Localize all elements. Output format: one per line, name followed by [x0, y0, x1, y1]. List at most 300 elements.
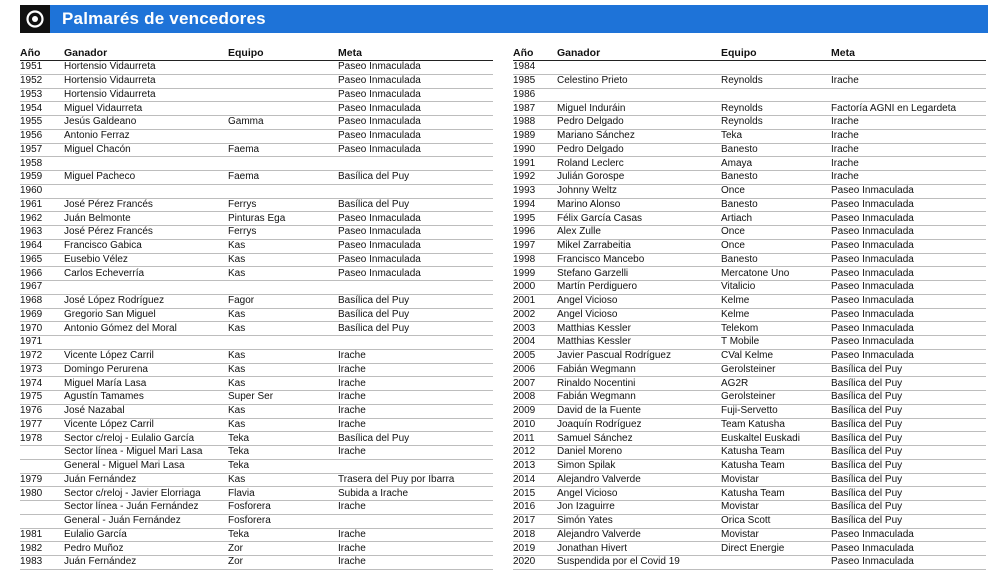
- team-cell: Ferrys: [228, 226, 338, 240]
- table-row: [20, 473, 493, 487]
- year-cell: 1976: [20, 404, 64, 418]
- team-cell: [228, 129, 338, 143]
- table-row: [20, 363, 493, 377]
- team-cell: [228, 88, 338, 102]
- year-cell: 1991: [513, 157, 557, 171]
- winner-cell: Domingo Perurena: [64, 363, 228, 377]
- finish-cell: Factoría AGNI en Legardeta: [831, 102, 986, 116]
- table-row: [20, 528, 493, 542]
- winner-cell: Alejandro Valverde: [557, 473, 721, 487]
- table-header-row: [513, 45, 986, 61]
- year-cell: [20, 459, 64, 473]
- table-row: [20, 143, 493, 157]
- team-cell: CVal Kelme: [721, 349, 831, 363]
- year-cell: 1955: [20, 116, 64, 130]
- table-row: [20, 212, 493, 226]
- table-row: [20, 391, 493, 405]
- finish-cell: [831, 61, 986, 75]
- winner-cell: [64, 336, 228, 350]
- winner-cell: Miguel Vidaurreta: [64, 102, 228, 116]
- winner-cell: Daniel Moreno: [557, 446, 721, 460]
- table-row: [20, 446, 493, 460]
- table-row: [20, 239, 493, 253]
- finish-cell: Irache: [338, 391, 493, 405]
- finish-cell: Trasera del Puy por Ibarra: [338, 473, 493, 487]
- finish-cell: Irache: [338, 363, 493, 377]
- finish-cell: Paseo Inmaculada: [831, 184, 986, 198]
- table-row: [20, 432, 493, 446]
- finish-cell: Basílica del Puy: [338, 171, 493, 185]
- year-cell: [20, 501, 64, 515]
- table-row: [20, 514, 493, 528]
- winner-cell: David de la Fuente: [557, 404, 721, 418]
- team-cell: [228, 336, 338, 350]
- winner-cell: Hortensio Vidaurreta: [64, 88, 228, 102]
- year-cell: 1996: [513, 226, 557, 240]
- table-row: [20, 74, 493, 88]
- winner-cell: Francisco Gabica: [64, 239, 228, 253]
- table-row: [513, 459, 986, 473]
- table-row: [20, 308, 493, 322]
- finish-cell: Paseo Inmaculada: [831, 528, 986, 542]
- year-cell: 2014: [513, 473, 557, 487]
- team-cell: Zor: [228, 542, 338, 556]
- year-cell: 1962: [20, 212, 64, 226]
- table-row: [513, 404, 986, 418]
- team-cell: Super Ser: [228, 391, 338, 405]
- finish-cell: Basílica del Puy: [338, 294, 493, 308]
- table-row: [20, 129, 493, 143]
- table-row: [513, 501, 986, 515]
- finish-cell: [338, 157, 493, 171]
- finish-cell: Basílica del Puy: [831, 459, 986, 473]
- year-cell: 1971: [20, 336, 64, 350]
- table-row: [513, 377, 986, 391]
- finish-cell: Irache: [831, 157, 986, 171]
- team-cell: Team Katusha: [721, 418, 831, 432]
- table-row: [20, 294, 493, 308]
- finish-cell: Paseo Inmaculada: [338, 129, 493, 143]
- winner-cell: Fabián Wegmann: [557, 391, 721, 405]
- winner-cell: Sector línea - Juán Fernández: [64, 501, 228, 515]
- table-row: [513, 294, 986, 308]
- winner-cell: Miguel Induráin: [557, 102, 721, 116]
- table-row: [20, 542, 493, 556]
- year-cell: 1960: [20, 184, 64, 198]
- table-row: [20, 322, 493, 336]
- year-cell: 2002: [513, 308, 557, 322]
- winner-cell: Eusebio Vélez: [64, 253, 228, 267]
- winner-cell: Simon Spilak: [557, 459, 721, 473]
- year-cell: 1987: [513, 102, 557, 116]
- table-row: [20, 102, 493, 116]
- winner-cell: Fabián Wegmann: [557, 363, 721, 377]
- year-cell: 1952: [20, 74, 64, 88]
- finish-cell: Paseo Inmaculada: [831, 198, 986, 212]
- table-row: [20, 226, 493, 240]
- column-header-finish: Meta: [338, 45, 493, 61]
- year-cell: 1989: [513, 129, 557, 143]
- logo: [20, 5, 50, 33]
- winner-cell: Juán Fernández: [64, 556, 228, 570]
- winner-cell: Jonathan Hivert: [557, 542, 721, 556]
- year-cell: 2001: [513, 294, 557, 308]
- year-cell: 1966: [20, 267, 64, 281]
- table-row: [513, 349, 986, 363]
- year-cell: 2017: [513, 514, 557, 528]
- table-row: [20, 404, 493, 418]
- page-title: Palmarés de vencedores: [62, 9, 266, 28]
- year-cell: 2007: [513, 377, 557, 391]
- table-row: [513, 528, 986, 542]
- year-cell: 1994: [513, 198, 557, 212]
- team-cell: Fosforera: [228, 514, 338, 528]
- column-header-finish: Meta: [831, 45, 986, 61]
- year-cell: 1972: [20, 349, 64, 363]
- table-row: [513, 253, 986, 267]
- winner-cell: Miguel Pacheco: [64, 171, 228, 185]
- team-cell: Reynolds: [721, 74, 831, 88]
- finish-cell: Basílica del Puy: [338, 432, 493, 446]
- table-row: [20, 198, 493, 212]
- winners-table-left: [20, 45, 493, 570]
- winner-cell: Miguel Chacón: [64, 143, 228, 157]
- year-cell: 1965: [20, 253, 64, 267]
- finish-cell: Paseo Inmaculada: [831, 253, 986, 267]
- team-cell: Reynolds: [721, 102, 831, 116]
- team-cell: Mercatone Uno: [721, 267, 831, 281]
- winner-cell: Stefano Garzelli: [557, 267, 721, 281]
- finish-cell: Irache: [831, 129, 986, 143]
- team-cell: Teka: [228, 528, 338, 542]
- team-cell: Fuji-Servetto: [721, 404, 831, 418]
- table-row: [513, 157, 986, 171]
- year-cell: 2018: [513, 528, 557, 542]
- team-cell: Ferrys: [228, 198, 338, 212]
- team-cell: Amaya: [721, 157, 831, 171]
- team-cell: Fagor: [228, 294, 338, 308]
- winner-cell: Suspendida por el Covid 19: [557, 556, 721, 570]
- team-cell: Katusha Team: [721, 487, 831, 501]
- year-cell: 2008: [513, 391, 557, 405]
- winner-cell: Vicente López Carril: [64, 349, 228, 363]
- winner-cell: José López Rodríguez: [64, 294, 228, 308]
- finish-cell: Paseo Inmaculada: [338, 267, 493, 281]
- finish-cell: Paseo Inmaculada: [338, 212, 493, 226]
- finish-cell: Basílica del Puy: [831, 487, 986, 501]
- team-cell: Telekom: [721, 322, 831, 336]
- year-cell: 1995: [513, 212, 557, 226]
- table-row: [513, 542, 986, 556]
- team-cell: Faema: [228, 171, 338, 185]
- winner-cell: [64, 184, 228, 198]
- year-cell: 1998: [513, 253, 557, 267]
- finish-cell: Paseo Inmaculada: [831, 239, 986, 253]
- winner-cell: Jon Izaguirre: [557, 501, 721, 515]
- team-cell: Direct Energie: [721, 542, 831, 556]
- finish-cell: Basílica del Puy: [338, 322, 493, 336]
- year-cell: 2000: [513, 281, 557, 295]
- winner-cell: Hortensio Vidaurreta: [64, 61, 228, 75]
- finish-cell: [338, 459, 493, 473]
- winner-cell: [64, 157, 228, 171]
- column-header-team: Equipo: [721, 45, 831, 61]
- finish-cell: Irache: [831, 143, 986, 157]
- finish-cell: Basílica del Puy: [831, 363, 986, 377]
- finish-cell: Irache: [831, 74, 986, 88]
- table-row: [20, 349, 493, 363]
- winner-cell: Antonio Ferraz: [64, 129, 228, 143]
- finish-cell: Irache: [338, 349, 493, 363]
- winner-cell: Julián Gorospe: [557, 171, 721, 185]
- table-row: [513, 116, 986, 130]
- table-row: [20, 556, 493, 570]
- team-cell: [721, 88, 831, 102]
- table-row: [513, 239, 986, 253]
- table-row: [20, 61, 493, 75]
- target-icon: [26, 10, 44, 28]
- year-cell: 1984: [513, 61, 557, 75]
- finish-cell: Irache: [338, 556, 493, 570]
- winner-cell: Vicente López Carril: [64, 418, 228, 432]
- winner-cell: Matthias Kessler: [557, 336, 721, 350]
- team-cell: Kelme: [721, 308, 831, 322]
- table-row: [513, 308, 986, 322]
- team-cell: Pinturas Ega: [228, 212, 338, 226]
- year-cell: 1982: [20, 542, 64, 556]
- year-cell: [20, 446, 64, 460]
- year-cell: 1979: [20, 473, 64, 487]
- winner-cell: Francisco Mancebo: [557, 253, 721, 267]
- year-cell: 2009: [513, 404, 557, 418]
- year-cell: 1953: [20, 88, 64, 102]
- winner-cell: Simón Yates: [557, 514, 721, 528]
- table-row: [20, 377, 493, 391]
- table-row: [513, 74, 986, 88]
- winner-cell: General - Miguel Mari Lasa: [64, 459, 228, 473]
- year-cell: 1961: [20, 198, 64, 212]
- team-cell: Banesto: [721, 143, 831, 157]
- finish-cell: Basílica del Puy: [831, 432, 986, 446]
- winner-cell: Marino Alonso: [557, 198, 721, 212]
- year-cell: 1992: [513, 171, 557, 185]
- finish-cell: Irache: [338, 501, 493, 515]
- table-row: [513, 212, 986, 226]
- table-header-row: [20, 45, 493, 61]
- year-cell: 2011: [513, 432, 557, 446]
- table-row: [20, 184, 493, 198]
- table-row: [513, 171, 986, 185]
- winner-cell: Eulalio García: [64, 528, 228, 542]
- team-cell: Teka: [228, 432, 338, 446]
- finish-cell: Paseo Inmaculada: [338, 102, 493, 116]
- team-cell: [228, 281, 338, 295]
- team-cell: [228, 74, 338, 88]
- year-cell: 1985: [513, 74, 557, 88]
- winner-cell: Angel Vicioso: [557, 308, 721, 322]
- year-cell: 1951: [20, 61, 64, 75]
- winner-cell: Alejandro Valverde: [557, 528, 721, 542]
- table-row: [513, 432, 986, 446]
- year-cell: 1968: [20, 294, 64, 308]
- winner-cell: Martín Perdiguero: [557, 281, 721, 295]
- winners-table-right: [513, 45, 986, 570]
- table-row: [20, 171, 493, 185]
- finish-cell: [338, 336, 493, 350]
- year-cell: 2004: [513, 336, 557, 350]
- winner-cell: Juán Belmonte: [64, 212, 228, 226]
- finish-cell: Paseo Inmaculada: [831, 281, 986, 295]
- winner-cell: General - Juán Fernández: [64, 514, 228, 528]
- table-row: [513, 446, 986, 460]
- finish-cell: [338, 281, 493, 295]
- team-cell: Once: [721, 184, 831, 198]
- table-row: [20, 336, 493, 350]
- table-row: [513, 336, 986, 350]
- finish-cell: Paseo Inmaculada: [338, 143, 493, 157]
- year-cell: 2005: [513, 349, 557, 363]
- year-cell: 1975: [20, 391, 64, 405]
- year-cell: 1988: [513, 116, 557, 130]
- finish-cell: Paseo Inmaculada: [831, 294, 986, 308]
- team-cell: Kas: [228, 267, 338, 281]
- team-cell: Flavia: [228, 487, 338, 501]
- winner-cell: Samuel Sánchez: [557, 432, 721, 446]
- team-cell: AG2R: [721, 377, 831, 391]
- winner-cell: [64, 281, 228, 295]
- year-cell: 1969: [20, 308, 64, 322]
- team-cell: [228, 102, 338, 116]
- year-cell: 1956: [20, 129, 64, 143]
- finish-cell: Irache: [338, 542, 493, 556]
- team-cell: Kelme: [721, 294, 831, 308]
- team-cell: Kas: [228, 404, 338, 418]
- finish-cell: Paseo Inmaculada: [338, 61, 493, 75]
- winner-cell: Agustín Tamames: [64, 391, 228, 405]
- team-cell: Banesto: [721, 253, 831, 267]
- winner-cell: Roland Leclerc: [557, 157, 721, 171]
- table-row: [513, 322, 986, 336]
- winner-cell: Alex Zulle: [557, 226, 721, 240]
- team-cell: Kas: [228, 473, 338, 487]
- table-row: [513, 281, 986, 295]
- year-cell: 1959: [20, 171, 64, 185]
- column-header-year: Año: [20, 45, 64, 61]
- winner-cell: Angel Vicioso: [557, 294, 721, 308]
- team-cell: T Mobile: [721, 336, 831, 350]
- table-row: [20, 501, 493, 515]
- winner-cell: Hortensio Vidaurreta: [64, 74, 228, 88]
- winner-cell: Mariano Sánchez: [557, 129, 721, 143]
- winner-cell: Miguel María Lasa: [64, 377, 228, 391]
- winner-cell: [557, 88, 721, 102]
- year-cell: 2010: [513, 418, 557, 432]
- team-cell: Kas: [228, 418, 338, 432]
- finish-cell: Paseo Inmaculada: [338, 239, 493, 253]
- team-cell: Once: [721, 226, 831, 240]
- finish-cell: Paseo Inmaculada: [831, 336, 986, 350]
- table-row: [20, 157, 493, 171]
- finish-cell: [831, 88, 986, 102]
- year-cell: 1963: [20, 226, 64, 240]
- winner-cell: Sector c/reloj - Eulalio García: [64, 432, 228, 446]
- table-row: [513, 267, 986, 281]
- team-cell: Movistar: [721, 473, 831, 487]
- team-cell: Movistar: [721, 501, 831, 515]
- column-header-team: Equipo: [228, 45, 338, 61]
- finish-cell: Paseo Inmaculada: [338, 74, 493, 88]
- year-cell: 1974: [20, 377, 64, 391]
- finish-cell: Basílica del Puy: [831, 473, 986, 487]
- finish-cell: Paseo Inmaculada: [338, 253, 493, 267]
- finish-cell: Paseo Inmaculada: [338, 88, 493, 102]
- winner-cell: Celestino Prieto: [557, 74, 721, 88]
- column-header-winner: Ganador: [64, 45, 228, 61]
- team-cell: Gamma: [228, 116, 338, 130]
- team-cell: [721, 61, 831, 75]
- table-row: [20, 459, 493, 473]
- winner-cell: Javier Pascual Rodríguez: [557, 349, 721, 363]
- year-cell: 1986: [513, 88, 557, 102]
- winner-cell: Carlos Echeverría: [64, 267, 228, 281]
- table-row: [513, 418, 986, 432]
- finish-cell: Paseo Inmaculada: [338, 116, 493, 130]
- winner-cell: José Pérez Francés: [64, 198, 228, 212]
- finish-cell: Irache: [338, 404, 493, 418]
- finish-cell: Basílica del Puy: [831, 514, 986, 528]
- winner-cell: Pedro Delgado: [557, 116, 721, 130]
- winner-cell: Johnny Weltz: [557, 184, 721, 198]
- finish-cell: Irache: [831, 116, 986, 130]
- year-cell: 1999: [513, 267, 557, 281]
- year-cell: 2016: [513, 501, 557, 515]
- team-cell: Kas: [228, 377, 338, 391]
- winner-cell: Jesús Galdeano: [64, 116, 228, 130]
- finish-cell: Irache: [338, 528, 493, 542]
- table-row: [513, 514, 986, 528]
- team-cell: Zor: [228, 556, 338, 570]
- winner-cell: Pedro Muñoz: [64, 542, 228, 556]
- table-row: [513, 143, 986, 157]
- column-header-winner: Ganador: [557, 45, 721, 61]
- table-row: [513, 363, 986, 377]
- finish-cell: Basílica del Puy: [831, 418, 986, 432]
- finish-cell: Paseo Inmaculada: [831, 267, 986, 281]
- table-row: [20, 281, 493, 295]
- winner-cell: Sector línea - Miguel Mari Lasa: [64, 446, 228, 460]
- finish-cell: Basílica del Puy: [831, 404, 986, 418]
- year-cell: 2013: [513, 459, 557, 473]
- finish-cell: Irache: [338, 418, 493, 432]
- team-cell: Fosforera: [228, 501, 338, 515]
- team-cell: Teka: [228, 446, 338, 460]
- team-cell: Gerolsteiner: [721, 391, 831, 405]
- year-cell: 1958: [20, 157, 64, 171]
- year-cell: 1980: [20, 487, 64, 501]
- team-cell: [228, 61, 338, 75]
- finish-cell: Basílica del Puy: [338, 308, 493, 322]
- table-row: [513, 184, 986, 198]
- winner-cell: Sector c/reloj - Javier Elorriaga: [64, 487, 228, 501]
- team-cell: Kas: [228, 349, 338, 363]
- table-row: [513, 391, 986, 405]
- year-cell: 2012: [513, 446, 557, 460]
- winner-cell: Juán Fernández: [64, 473, 228, 487]
- team-cell: Kas: [228, 322, 338, 336]
- winner-cell: Rinaldo Nocentini: [557, 377, 721, 391]
- team-cell: Kas: [228, 363, 338, 377]
- year-cell: 1978: [20, 432, 64, 446]
